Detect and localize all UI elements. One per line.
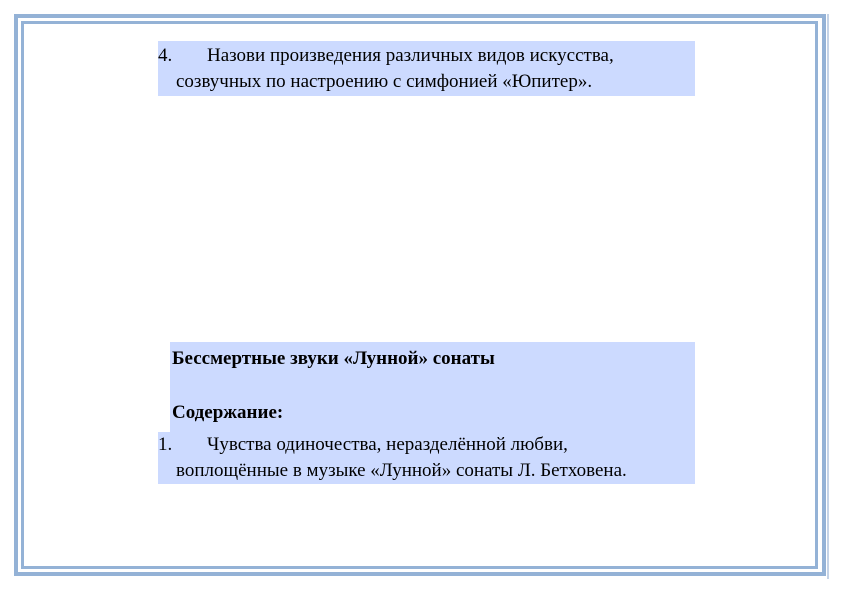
section-subtitle: Содержание: — [172, 402, 284, 423]
list-item-1-line2: воплощённые в музыке «Лунной» сонаты Л. Бетховена. — [176, 460, 627, 481]
list-item-1-line1 — [158, 432, 568, 458]
page-border-shadow — [819, 14, 829, 579]
section-header-block — [170, 342, 695, 432]
list-item-4-text-1: Назови произведения различных видов искусства, — [207, 45, 614, 66]
list-item-1-text-1: Чувства одиночества, неразделённой любви, — [207, 434, 568, 455]
section-title: Бессмертные звуки «Лунной» сонаты — [172, 348, 495, 369]
page-border-inner — [21, 21, 818, 569]
list-item-4-line2: созвучных по настроению с симфонией «Юпитер». — [176, 71, 593, 92]
list-item-4-number: 4. — [158, 45, 173, 66]
list-item-4 — [158, 41, 695, 96]
list-item-1 — [158, 432, 695, 484]
list-item-4-line1 — [158, 43, 614, 69]
list-item-1-number: 1. — [158, 434, 173, 455]
